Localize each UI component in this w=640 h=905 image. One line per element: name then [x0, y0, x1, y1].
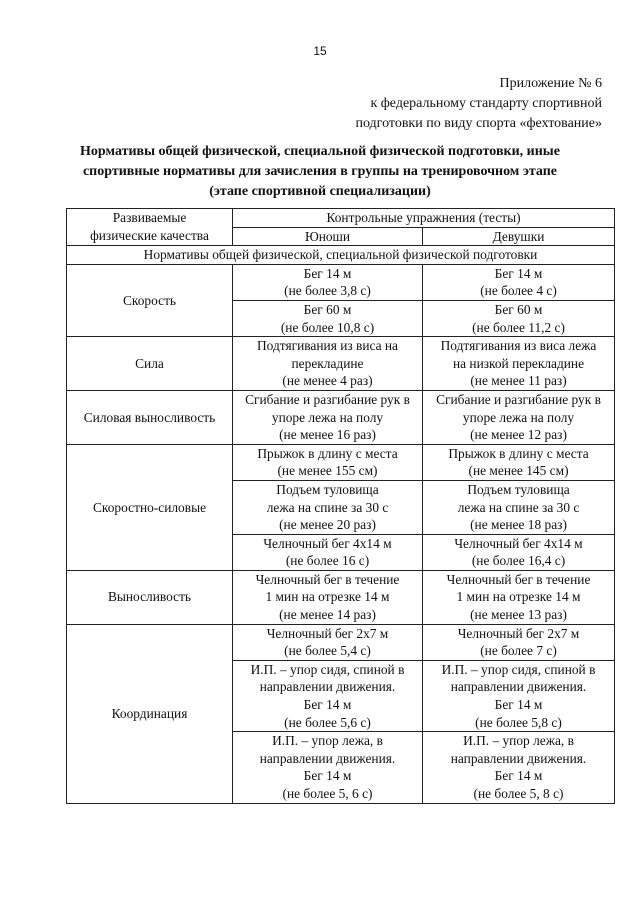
boys-norm-line: 1 мин на отрезке 14 м — [265, 589, 390, 605]
girls-norm-line: (не менее 145 см) — [468, 463, 569, 479]
girls-norm-cell — [423, 390, 615, 444]
section-title-cell: Нормативы общей физической, специальной физической подготовки — [67, 246, 615, 265]
girls-norm-line: (не более 11,2 с) — [472, 319, 565, 335]
girls-norm-line: упоре лежа на полу — [462, 409, 575, 425]
table-row — [67, 264, 615, 300]
table-row — [67, 444, 615, 480]
boys-norm-line: Бег 14 м — [303, 265, 352, 281]
boys-norm-line: упоре лежа на полу — [271, 409, 384, 425]
girls-norm-cell — [423, 570, 615, 624]
boys-norm-line: (не менее 16 раз) — [279, 427, 376, 443]
girls-norm-line: Сгибание и разгибание рук в — [436, 391, 601, 407]
girls-norm-line: Челночный бег 4x14 м — [454, 535, 583, 551]
girls-norm-line: (не более 4 с) — [480, 283, 557, 299]
boys-norm-cell — [233, 732, 423, 803]
header-quality-line-2: физические качества — [90, 227, 209, 243]
girls-norm-line: И.П. – упор лежа, в — [463, 733, 574, 749]
girls-norm-line: направлении движения. — [450, 750, 587, 766]
girls-norm-cell — [423, 264, 615, 300]
girls-norm-cell — [423, 624, 615, 660]
header-boys-cell: Юноши — [233, 227, 423, 246]
girls-norm-line: (не более 16,4 с) — [471, 553, 566, 569]
boys-norm-line: направлении движения. — [259, 750, 396, 766]
boys-norm-cell — [233, 570, 423, 624]
appendix-line-2: к федеральному стандарту спортивной — [370, 96, 602, 111]
boys-norm-line: И.П. – упор лежа, в — [272, 733, 383, 749]
appendix-header — [242, 74, 602, 134]
boys-norm-line: (не более 5, 6 с) — [282, 786, 373, 801]
boys-norm-line: лежа на спине за 30 с — [266, 499, 389, 515]
boys-norm-line: (не более 3,8 с) — [284, 283, 371, 299]
boys-norm-cell — [233, 390, 423, 444]
girls-norm-line: (не более 5,8 с) — [475, 714, 562, 730]
boys-norm-line: (не более 10,8 с) — [280, 319, 375, 335]
title-line-1: Нормативы общей физической, специальной физической подготовки, иные — [80, 144, 560, 159]
table-row — [67, 337, 615, 391]
girls-norm-cell — [423, 300, 615, 336]
header-girls-cell: Девушки — [423, 227, 615, 246]
header-tests-cell: Контрольные упражнения (тесты) — [233, 209, 615, 228]
boys-norm-line: Бег 60 м — [303, 301, 352, 317]
title-line-2: спортивные нормативы для зачисления в группы на тренировочном этапе — [82, 164, 558, 179]
girls-norm-line: Бег 14 м — [494, 768, 543, 784]
boys-norm-line: (не менее 20 раз) — [279, 517, 376, 533]
boys-norm-cell — [233, 300, 423, 336]
girls-norm-cell — [423, 337, 615, 391]
table-section-row — [67, 246, 615, 265]
physical-quality-cell: Выносливость — [67, 570, 233, 624]
document-title — [40, 142, 600, 202]
boys-norm-cell — [233, 660, 423, 731]
page-number: 15 — [313, 44, 327, 58]
girls-norm-line: на низкой перекладине — [452, 355, 585, 371]
boys-norm-line: И.П. – упор сидя, спиной в — [250, 661, 405, 677]
boys-norm-line: Подтягивания из виса на — [256, 338, 398, 354]
physical-quality-cell: Скоростно-силовые — [67, 444, 233, 570]
boys-norm-line: Подъем туловища — [276, 481, 379, 497]
girls-norm-line: Челночный бег в течение — [446, 571, 591, 587]
physical-quality-cell: Сила — [67, 337, 233, 391]
boys-norm-line: Сгибание и разгибание рук в — [245, 391, 410, 407]
girls-norm-line: (не более 7 с) — [480, 643, 557, 659]
boys-norm-line: (не более 5,6 с) — [284, 714, 371, 730]
appendix-line-1: Приложение № 6 — [499, 76, 602, 91]
table-row — [67, 624, 615, 660]
boys-norm-cell — [233, 337, 423, 391]
norms-table — [66, 208, 615, 804]
boys-norm-line: (не более 16 с) — [285, 553, 370, 569]
boys-norm-line: Бег 14 м — [303, 768, 352, 784]
boys-norm-line: Челночный бег в течение — [255, 571, 400, 587]
boys-norm-cell — [233, 444, 423, 480]
girls-norm-cell — [423, 480, 615, 534]
girls-norm-line: лежа на спине за 30 с — [457, 499, 580, 515]
girls-norm-cell — [423, 660, 615, 731]
boys-norm-line: Бег 14 м — [303, 697, 352, 713]
table-row — [67, 390, 615, 444]
girls-norm-line: Прыжок в длину с места — [448, 445, 589, 461]
boys-norm-line: (не менее 4 раз) — [282, 373, 373, 389]
physical-quality-cell: Силовая выносливость — [67, 390, 233, 444]
boys-norm-line: направлении движения. — [259, 679, 396, 695]
girls-norm-line: Подъем туловища — [467, 481, 570, 497]
table-header-row — [67, 209, 615, 228]
boys-norm-cell — [233, 534, 423, 570]
header-quality-line-1: Развиваемые — [112, 210, 187, 225]
boys-norm-line: (не менее 155 см) — [277, 463, 378, 479]
girls-norm-line: И.П. – упор сидя, спиной в — [441, 661, 596, 677]
girls-norm-line: (не менее 18 раз) — [470, 517, 567, 533]
boys-norm-cell — [233, 480, 423, 534]
girls-norm-line: (не более 5, 8 с) — [473, 786, 564, 801]
girls-norm-cell — [423, 444, 615, 480]
physical-quality-cell: Скорость — [67, 264, 233, 336]
girls-norm-line: Подтягивания из виса лежа — [440, 338, 597, 354]
boys-norm-line: Прыжок в длину с места — [257, 445, 398, 461]
girls-norm-line: (не менее 12 раз) — [470, 427, 567, 443]
boys-norm-line: Челночный бег 4x14 м — [263, 535, 392, 551]
girls-norm-line: 1 мин на отрезке 14 м — [456, 589, 581, 605]
title-line-3: (этапе спортивной специализации) — [209, 184, 431, 199]
boys-norm-line: (не менее 14 раз) — [279, 607, 376, 623]
girls-norm-line: Бег 14 м — [494, 697, 543, 713]
appendix-line-3: подготовки по виду спорта «фехтование» — [355, 116, 602, 131]
girls-norm-line: Челночный бег 2x7 м — [457, 625, 580, 641]
girls-norm-cell — [423, 732, 615, 803]
girls-norm-line: (не менее 13 раз) — [470, 607, 567, 623]
boys-norm-cell — [233, 624, 423, 660]
girls-norm-line: направлении движения. — [450, 679, 587, 695]
physical-quality-cell: Координация — [67, 624, 233, 803]
girls-norm-line: Бег 14 м — [494, 265, 543, 281]
boys-norm-line: Челночный бег 2x7 м — [266, 625, 389, 641]
header-quality-cell — [67, 209, 233, 246]
girls-norm-cell — [423, 534, 615, 570]
boys-norm-line: перекладине — [291, 355, 364, 371]
girls-norm-line: Бег 60 м — [494, 301, 543, 317]
table-row — [67, 570, 615, 624]
girls-norm-line: (не менее 11 раз) — [470, 373, 567, 389]
boys-norm-cell — [233, 264, 423, 300]
boys-norm-line: (не более 5,4 с) — [284, 643, 371, 659]
